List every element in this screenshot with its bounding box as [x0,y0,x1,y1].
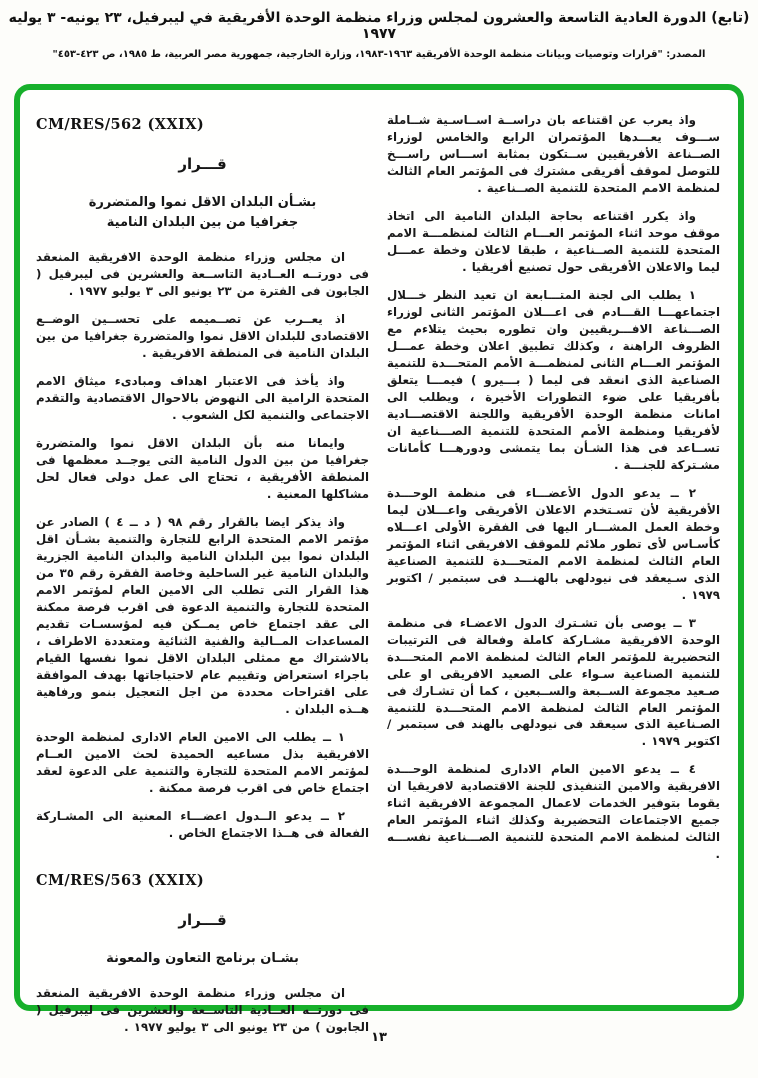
two-column-layout [36,110,720,1034]
document-code-563: CM/RES/563 (XXIX) [36,871,205,889]
resolution-clause-2: ٢ ــ يدعو الدول الأعضـــاء فى منظمة الوحـــدة الأفريقية لأن تسـتخدم الاعلان الأفريقى واعـــلان ليما وخطة العمل المشـــار اليها فى الفقرة الأولى اعـــلاه كأسـاس لأى تطور ملائم للموقف الافريقى اثناء المؤتمر العام الثالث لمنظمة الامم المتحـــدة للتنمية الصناعية الذى سـيعقد فى نيودلهى بالهنـــد فى سبتمبر / اكتوبر ١٩٧٩ . [387,485,720,602]
page-footer [0,1030,758,1045]
column-right [387,110,720,991]
resolution-title: قـــرار [178,155,227,173]
page-number: ١٣ [371,1030,387,1045]
resolution-paragraph: ان مجلس وزراء منظمة الوحدة الافريقية المنعقد فى دورتــه العــادية التاســعة والعشرين فى ليبرفيل ( الجابون ) من ٢٣ يونيو الى ٣ يوليو ١٩٧٧ . [36,985,369,1034]
resolution-subtitle-line1: بشـأن البلدان الاقل نموا والمتضررة [88,195,317,210]
resolution-clause-1: ١ ــ يطلب الى الامين العام الادارى لمنظمة الوحدة الافريقية بذل مساعيه الحميدة لحث الامين العــام لمؤتمر الامم المتحدة للتجارة والتنمية على الدعوة لعقد اجتماع خاص فى اقرب فرصة ممكنة . [36,729,369,795]
resolution-title: قـــرار [178,910,227,929]
header-session-title: (تابع) الدورة العادية التاسعة والعشرون لمجلس وزراء منظمة الوحدة الأفريقية في ليبرفيل، ٢٣ يونيه- ٣ يوليه ١٩٧٧ [8,10,750,42]
resolution-paragraph: وايمانا منه بأن البلدان الاقل نموا والمتضررة جغرافيا من بين الدول النامية التى يوجــد معظمها فى المنطقة الأفريقية ، تحتاج الى عمل دولى فعال لحل مشاكلها المعنية . [36,436,369,502]
content-border-box [14,84,744,1034]
resolution-subtitle-line2: جغرافيا من بين البلدان النامية [106,215,299,231]
resolution-paragraph: ان مجلس وزراء منظمة الوحدة الافريقية المنعقد فى دورتــه العــادية التاســعة والعشرين فى ليبرفيل ( الجابون فى الفترة من ٢٣ يونيو الى ٣ يوليو ١٩٧٧ . [36,250,369,299]
resolution-clause-3: ٣ ــ يوصى بأن تشـترك الدول الاعضـاء فى منظمة الوحدة الافريقية مشـاركة كاملة وفعالة فى الترتيبات التحضيرية للمؤتمر العام الثالث لمنظمة الامم المتحـــدة للتنمية الصناعية سـواء على الصعيد الافريقى او على صـعيد مجموعة الســبعة والســبعين ، كما أن تشـارك فى المؤتمر العام الثالث لمنظمة الامم المتحـــدة للتنمية الصـناعية الذى سيعقد فى نيودلهى بالهند فى سبتمبر / اكتوبر ١٩٧٩ . [387,615,720,749]
column-left [36,110,369,1034]
resolution-clause-1: ١ يطلب الى لجنة المتـــابعة ان تعيد النظر خـــلال اجتماعهـــا القـــادم فى اعـــلان المؤتمر الثانى لوزراء الصـــناعة الافـــريقيين وان تطوره بحيث يتلاءم مع الظروف الراهنة ، وكذلك تطبيق اعلان وخطة عمـــل المؤتمر العـــام الثانى لمنظمـــة الأمم المتحـــدة للتنمية الصناعية الذى انعقد فى ليما ( بـــيرو ) فيمـــا يتعلق بأفريقيا على ضوء التطورات الأخيرة ، ويطلب الى امانات منظمة الوحدة الأفريقية واللجنة الاقتصـــادية لأفريقيا ومنظمة الأمم المتحدة للتنمية الصـــناعية ان تســاعد فى هذا الشـأن بما يتمشى ودورهـــا كأمانات مشـتركة للجنـــة . [387,287,720,472]
header-source-citation: المصدر: "قرارات وتوصيات وبيانات منظمة الوحدة الأفريقية ١٩٦٣-١٩٨٣، وزارة الخارجية، جمهورية مصر العربية، ط ١٩٨٥، ص ٤٢٣-٤٥٣" [52,49,706,60]
resolution-paragraph: واذ يذكر ايضا بالقرار رقم ٩٨ ( د ــ ٤ ) الصادر عن مؤتمر الامم المتحدة الرابع للتجارة والتنمية بشـأن اقل البلدان نموا بين البلدان النامية والبدان النامية الجزرية والبلدان النامية غير الساحلية وخاصة الفقرة رقم ٣٥ من هذا القرار التى تطلب الى الامين العام لمؤتمر الامم المتحدة للتجارة والتنمية الدعوة فى اقرب فرصة ممكنة الى عقد اجتماع خاص يمــكن فيه لمؤسسـات تقديم المساعدات المــالية والفنية الثنائية ومتعددة الاطراف ، بالاشتراك مع ممثلى البلدان الاقل نموا نفسها القيام باجراء استعراض وتقييم عام لاحتياجاتها بهدف الموافقة على اقتراحات محددة من اجل التعجيل بنمو ورفاهية هــذه البلدان . [36,515,369,716]
resolution-paragraph: واذ يكرر اقتناعه بحاجة البلدان النامية الى اتخاذ موقف موحد اثناء المؤتمر العـــام الثالث لمنظمـــة الامم المتحدة للتنمية الصــناعية ، طبقا لاعلان وخطة عمـــل ليما والاعلان الأفريقى حول تصنيع أفريقيا . [387,208,720,274]
resolution-563-block [36,872,369,1036]
document-code-562: CM/RES/562 (XXIX) [36,116,205,133]
resolution-clause-4: ٤ ــ يدعو الامين العام الادارى لمنظمة الوحـــدة الافريقية والامين التنفيذى للجنة الاقتصادية لافريقيا ان يقوما بتوفير الخدمات لاعمال المجموعة الافريقية اثناء جميع الاجتماعات التحضيرية وكذلك اثناء المؤتمر العام الثالث لمنظمة الامم المتحدة للتنمية الصـــناعية نفســـه . [387,762,720,862]
resolution-562-block [36,116,369,842]
resolution-clause-2: ٢ ــ يدعو الــدول اعضـــاء المعنية الى المشـاركة الفعالة فى هــذا الاجتماع الخاص . [36,808,369,840]
resolution-subtitle: بشـان برنامج التعاون والمعونة [106,950,299,966]
resolution-paragraph: واذ يعرب عن اقتناعه بان دراســة اســاسـية شــاملة ســـوف يعـــدها المؤتمران الرابع والخامس لوزراء الصــناعة الأفريقيين ســتكون بمثابة اســـاس راســـخ للتوصل لموقف أفريقى مشترك فى المؤتمر العام الثالث لمنظمة الامم المتحدة للتنمية الصــناعية . [387,113,720,195]
page-header [0,10,758,60]
resolution-paragraph: اذ يعــرب عن تصــميمه على تحســين الوضــع الاقتصادى للبلدان الاقل نموا والمتضررة جغرافيا من بين البلدان النامية فى المنطقة الافريقية . [36,312,369,361]
resolution-paragraph: واذ يأخذ فى الاعتبار اهداف ومبادىء ميثاق الامم المتحدة الرامية الى النهوض بالاحوال الاقتصادية والتقدم الاجتماعى والتنمية لكل الشعوب . [36,374,369,423]
